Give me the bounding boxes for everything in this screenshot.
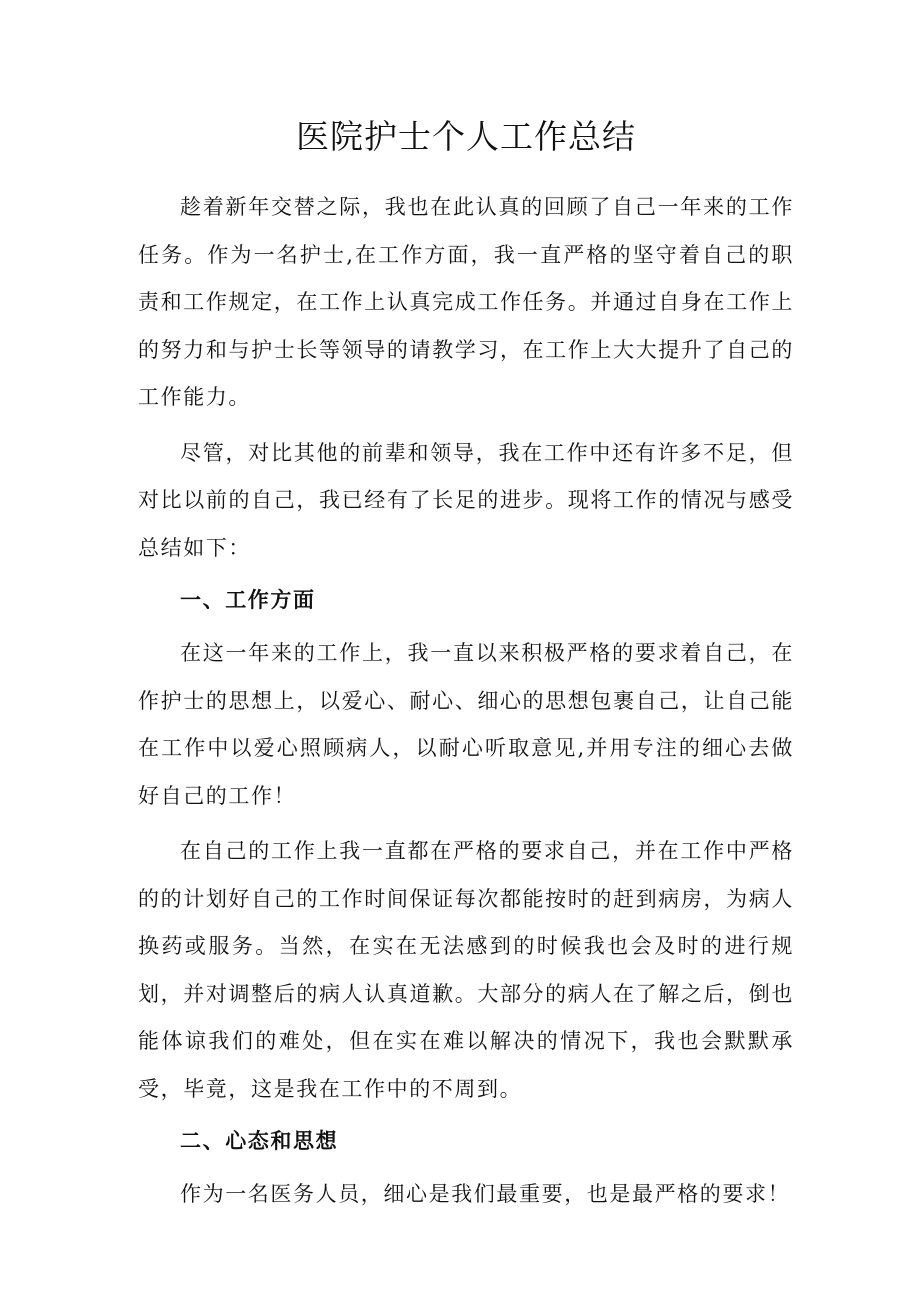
work-paragraph-2: 在自己的工作上我一直都在严格的要求自己，并在工作中严格的的计划好自己的工作时间保证每次都能按时的赶到病房，为病人换药或服务。当然，在实在无法感到的时候我也会及时的进行规划，并对调整后的病人认真道歉。大部分的病人在了解之后，倒也能体谅我们的难处，但在实在难以解决的情况下，我也会默默承受，毕竟，这是我在工作中的不周到。: [138, 839, 794, 1101]
section-heading-mindset: 二、心态和思想: [180, 1128, 339, 1153]
work-paragraph-1: 在这一年来的工作上，我一直以来积极严格的要求着自己，在作护士的思想上，以爱心、耐心、细心的思想包裹自己，让自己能在工作中以爱心照顾病人，以耐心听取意见,并用专注的细心去做好自己的工作！: [138, 641, 794, 808]
mindset-paragraph-1: 作为一名医务人员，细心是我们最重要，也是最严格的要求！: [180, 1182, 791, 1206]
intro-paragraph-1: 趁着新年交替之际，我也在此认真的回顾了自己一年来的工作任务。作为一名护士,在工作方面，我一直严格的坚守着自己的职责和工作规定，在工作上认真完成工作任务。并通过自身在工作上的努力和与护士长等领导的请教学习，在工作上大大提升了自己的工作能力。: [138, 195, 794, 409]
intro-paragraph-2: 尽管，对比其他的前辈和领导，我在工作中还有许多不足，但对比以前的自己，我已经有了长足的进步。现将工作的情况与感受总结如下：: [138, 440, 794, 560]
section-heading-work: 一、工作方面: [180, 587, 316, 612]
document-title: 医院护士个人工作总结: [296, 117, 636, 156]
